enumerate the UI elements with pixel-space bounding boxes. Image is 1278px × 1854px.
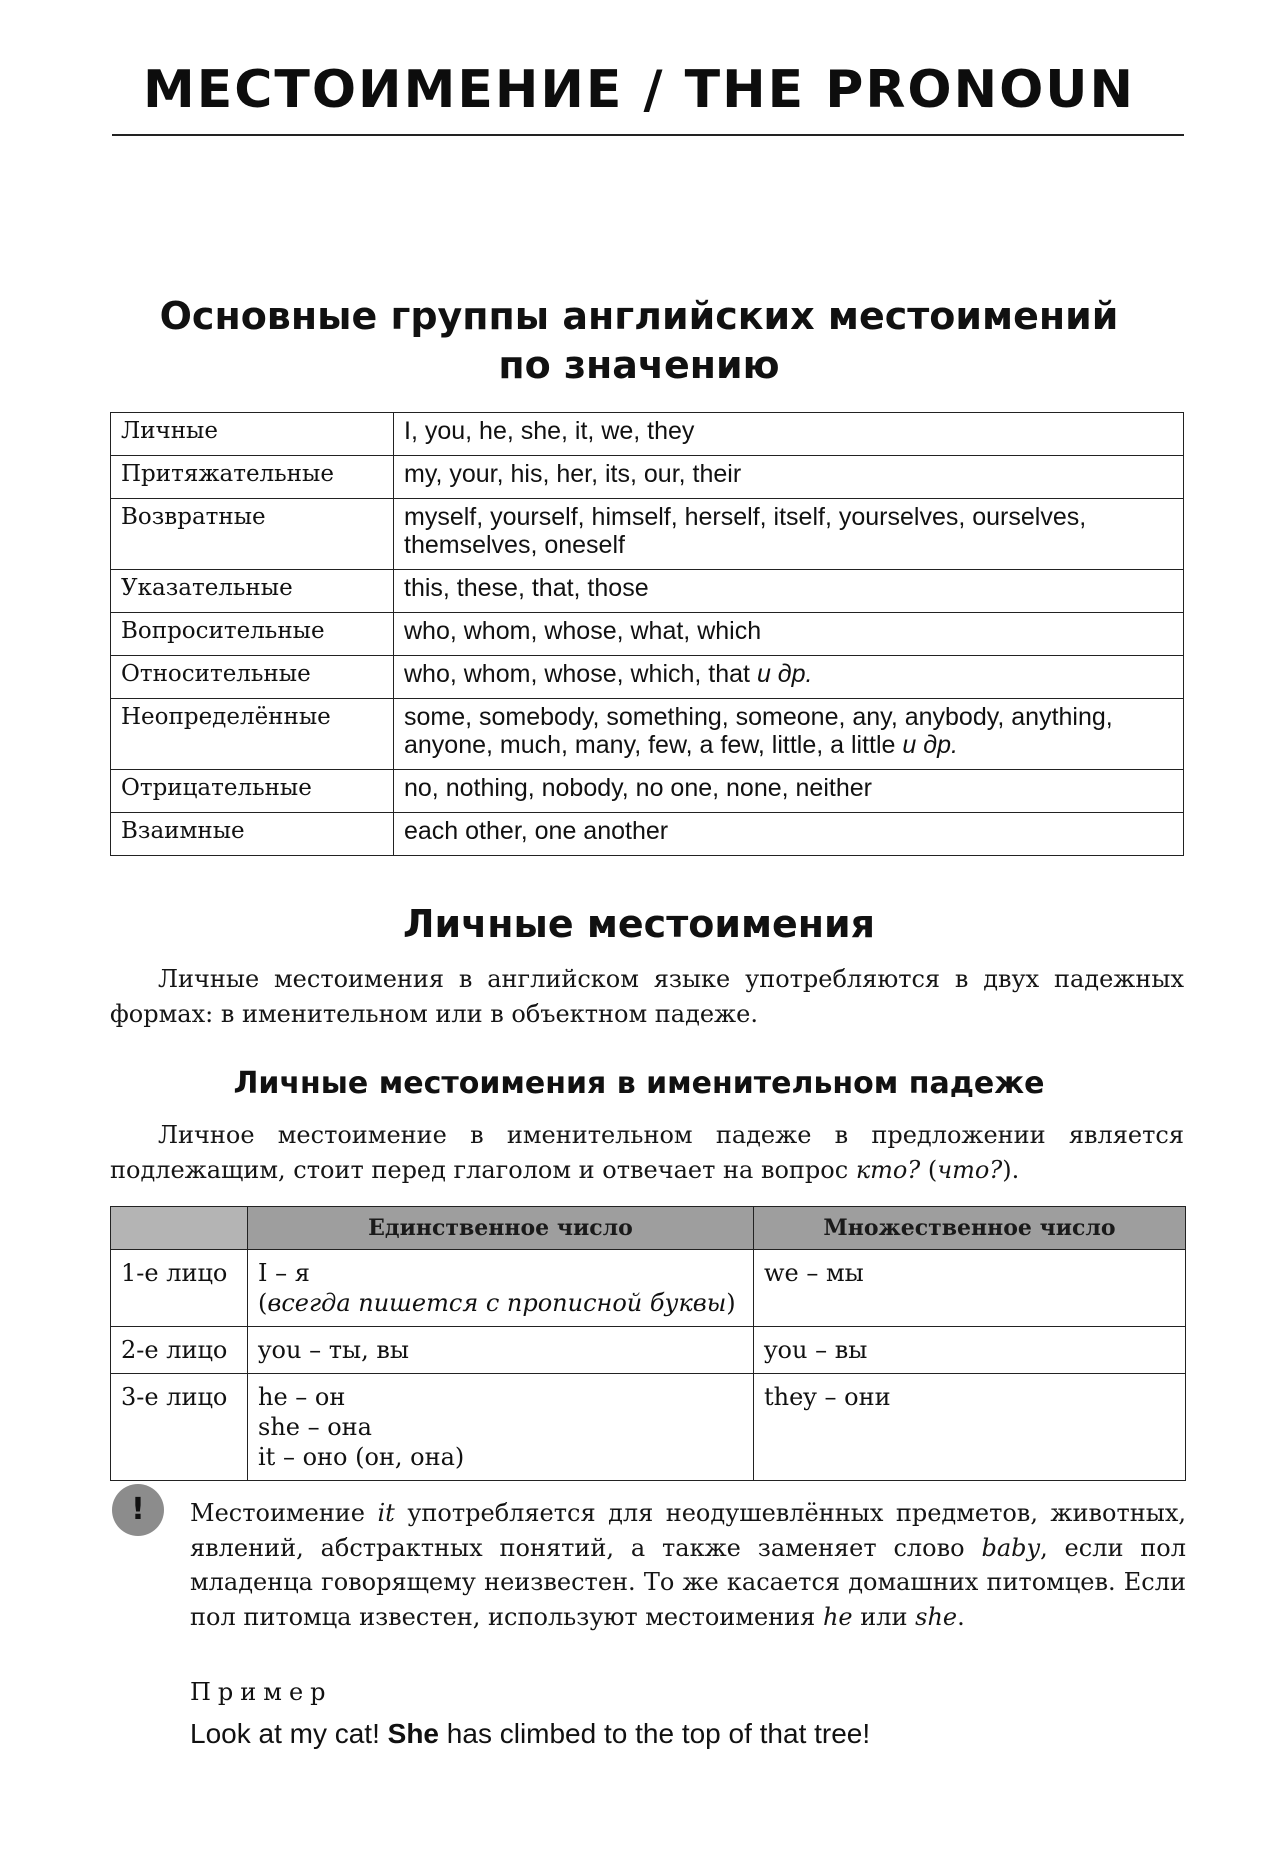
singular-pronoun: you – ты, вы <box>258 1336 409 1364</box>
note-word-baby: baby <box>981 1533 1041 1562</box>
group-name: Относительные <box>111 656 394 699</box>
note-word-she: she <box>915 1602 958 1631</box>
group-name: Притяжательные <box>111 456 394 499</box>
example-before: Look at my cat! <box>190 1718 380 1749</box>
nominative-intro: Личное местоимение в именительном падеже в предложении является подлежащим, стоит перед глаголом и отвечает на вопрос кто? (что?). <box>110 1121 1184 1184</box>
singular-pronoun: he – он <box>258 1383 346 1411</box>
group-pronouns-text: each other, one another <box>404 817 669 845</box>
group-pronouns-text: my, your, his, her, its, our, their <box>404 460 742 488</box>
group-name: Возвратные <box>111 499 394 570</box>
group-etc-suffix: и др. <box>902 731 958 759</box>
table-header-row <box>111 1207 1186 1250</box>
group-pronouns <box>394 413 1184 456</box>
nominative-intro-text: Личное местоимение в именительном падеже в предложении является подлежащим, стоит перед глаголом и отвечает на вопрос <box>110 1121 1184 1184</box>
question-who: кто? <box>855 1156 921 1184</box>
table-row <box>111 770 1184 813</box>
table-row <box>111 1327 1186 1374</box>
group-pronouns-text: some, somebody, something, someone, any, anybody, anything, anyone, much, many, few, a few, little, a little <box>404 703 1113 759</box>
singular-pronoun: it – оно (он, она) <box>258 1443 465 1471</box>
table-row <box>111 499 1184 570</box>
person-cell: 1-е лицо <box>111 1250 248 1327</box>
header-plural: Множественное число <box>754 1207 1186 1250</box>
note-text-2: употребляется для неодушевлённых предметов, животных, явлений, абстрактных понятий, а также заменяет слово <box>190 1499 1186 1562</box>
capitalization-note: (всегда пишется с прописной буквы) <box>258 1289 736 1317</box>
group-pronouns-text: who, whom, whose, what, which <box>404 617 762 645</box>
plural-cell: we – мы <box>754 1250 1186 1327</box>
group-pronouns-text: this, these, that, those <box>404 574 649 602</box>
group-name: Вопросительные <box>111 613 394 656</box>
example-after: has climbed to the top of that tree! <box>446 1718 871 1749</box>
group-name: Личные <box>111 413 394 456</box>
group-pronouns <box>394 770 1184 813</box>
example-label: Пример <box>190 1678 333 1706</box>
pronoun-groups-table <box>110 412 1184 856</box>
group-name: Неопределённые <box>111 699 394 770</box>
table-row <box>111 1250 1186 1327</box>
table-row <box>111 656 1184 699</box>
note-text-4: или <box>860 1602 908 1631</box>
it-usage-note <box>190 1496 1186 1634</box>
group-pronouns-text: myself, yourself, himself, herself, itself, yourselves, ourselves, themselves, oneself <box>404 503 1087 559</box>
group-pronouns <box>394 613 1184 656</box>
question-what: что? <box>937 1156 1003 1184</box>
groups-title-line1: Основные группы английских местоимений <box>159 294 1119 338</box>
personal-pronouns-intro: Личные местоимения в английском языке употребляются в двух падежных формах: в именительном или в объектном падеже. <box>110 965 1184 1028</box>
table-row <box>111 570 1184 613</box>
plural-cell: you – вы <box>754 1327 1186 1374</box>
group-etc-suffix: и др. <box>756 660 813 688</box>
page-title: МЕСТОИМЕНИЕ / THE PRONOUN <box>142 60 1136 120</box>
singular-pronoun: I – я <box>258 1259 310 1287</box>
singular-cell <box>248 1327 754 1374</box>
singular-cell <box>248 1374 754 1481</box>
example-sentence <box>190 1718 870 1750</box>
title-rule <box>112 134 1184 136</box>
exclamation-icon: ! <box>112 1484 164 1536</box>
singular-pronoun: she – она <box>258 1413 372 1441</box>
header-singular: Единственное число <box>248 1207 754 1250</box>
person-cell: 3-е лицо <box>111 1374 248 1481</box>
table-row <box>111 613 1184 656</box>
note-text-1: Местоимение <box>190 1499 366 1527</box>
group-pronouns <box>394 813 1184 856</box>
group-name: Отрицательные <box>111 770 394 813</box>
group-pronouns-text: I, you, he, she, it, we, they <box>404 417 695 445</box>
header-corner-cell <box>111 1207 248 1250</box>
note-text-3: , если пол младенца говорящему неизвестен. То же касается домашних питомцев. Если пол питомца известен, используют местоимения <box>190 1533 1186 1631</box>
note-word-it: it <box>377 1499 395 1527</box>
group-pronouns <box>394 570 1184 613</box>
table-row <box>111 813 1184 856</box>
group-pronouns <box>394 699 1184 770</box>
personal-pronouns-title: Личные местоимения <box>402 902 876 946</box>
note-word-he: he <box>822 1602 853 1631</box>
table-row <box>111 1374 1186 1481</box>
nominative-pronouns-table <box>110 1206 1186 1481</box>
group-pronouns-text: no, nothing, nobody, no one, none, neither <box>404 774 872 802</box>
table-row <box>111 699 1184 770</box>
group-pronouns <box>394 499 1184 570</box>
person-cell: 2-е лицо <box>111 1327 248 1374</box>
groups-title-line2: по значению <box>498 343 780 388</box>
table-row <box>111 456 1184 499</box>
singular-cell <box>248 1250 754 1327</box>
note-text-5: . <box>957 1602 965 1631</box>
plural-cell: they – они <box>754 1374 1186 1481</box>
table-row <box>111 413 1184 456</box>
group-name: Указательные <box>111 570 394 613</box>
group-pronouns <box>394 656 1184 699</box>
nominative-case-title: Личные местоимения в именительном падеже <box>233 1066 1045 1101</box>
capitalization-note-text: всегда пишется с прописной буквы <box>267 1289 727 1317</box>
group-pronouns-text: who, whom, whose, which, that <box>404 660 750 688</box>
groups-section-title <box>0 292 1278 391</box>
group-name: Взаимные <box>111 813 394 856</box>
group-pronouns <box>394 456 1184 499</box>
example-bold-pronoun: She <box>387 1718 440 1749</box>
